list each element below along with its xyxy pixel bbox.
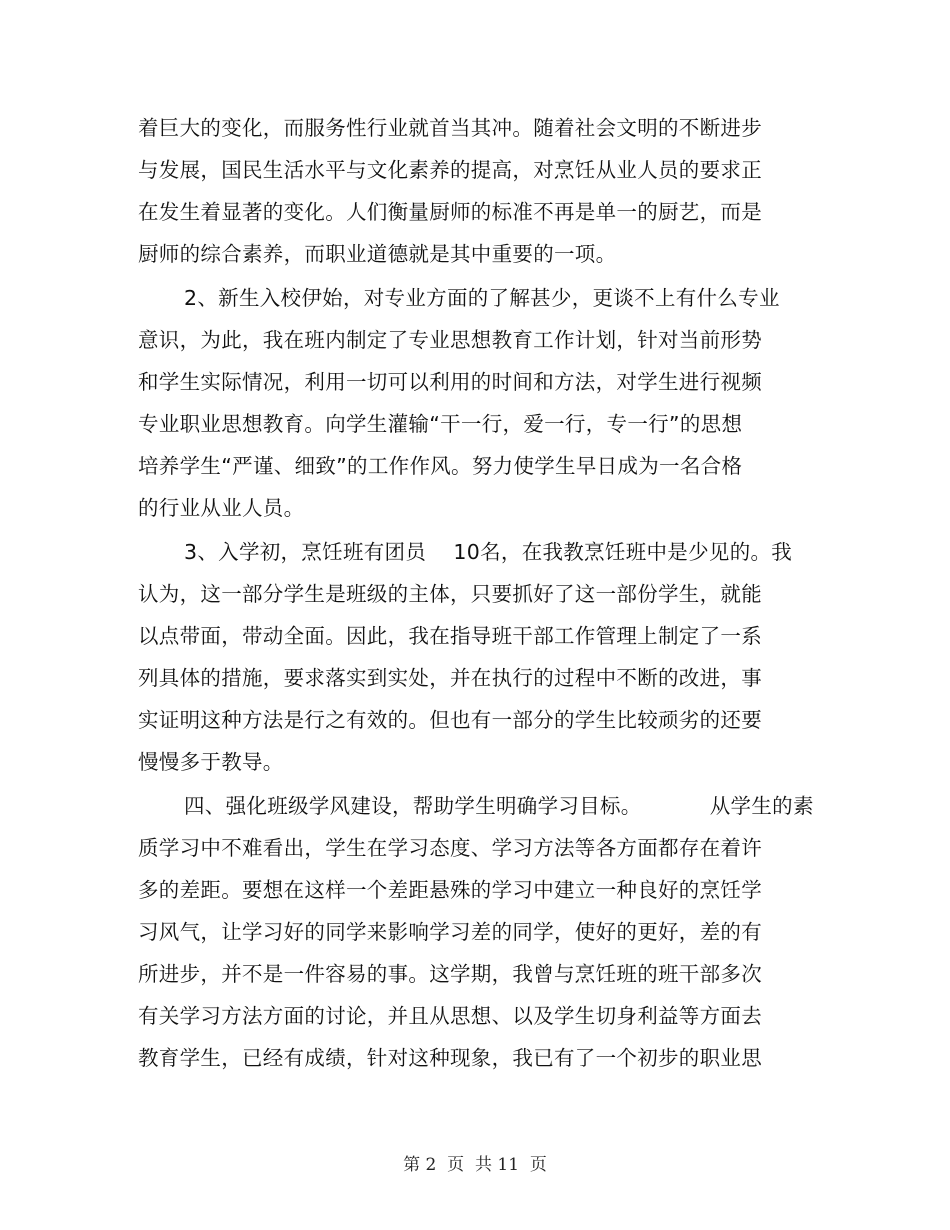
page-number-footer: 第 2 页 共 11 页 [403, 1155, 547, 1175]
text-line: 有关学习方法方面的讨论，并且从思想、以及学生切身利益等方面去 [138, 1004, 762, 1028]
text-line: 以点带面，带动全面。因此，我在指导班干部工作管理上制定了一系 [138, 624, 762, 648]
text-line: 在发生着显著的变化。人们衡量厨师的标准不再是单一的厨艺，而是 [138, 200, 762, 224]
text-line: 的行业从业人员。 [138, 496, 305, 520]
text-line: 慢慢多于教导。 [138, 750, 284, 774]
text-line: 质学习中不难看出，学生在学习态度、学习方法等各方面都存在着许 [138, 836, 762, 860]
text-line: 教育学生，已经有成绩，针对这种现象，我已有了一个初步的职业思 [138, 1046, 762, 1070]
text-line: 意识，为此，我在班内制定了专业思想教育工作计划，针对当前形势 [138, 328, 762, 352]
text-line: 实证明这种方法是行之有效的。但也有一部分的学生比较顽劣的还要 [138, 708, 762, 732]
text-line: 培养学生“严谨、细致”的工作作风。努力使学生早日成为一名合格 [138, 454, 743, 478]
text-line: 列具体的措施，要求落实到实处，并在执行的过程中不断的改进，事 [138, 666, 762, 690]
text-line: 多的差距。要想在这样一个差距悬殊的学习中建立一种良好的烹饪学 [138, 878, 762, 902]
text-line: 所进步，并不是一件容易的事。这学期，我曾与烹饪班的班干部多次 [138, 962, 762, 986]
text-line: 认为，这一部分学生是班级的主体，只要抓好了这一部份学生，就能 [138, 582, 762, 606]
text-line: 专业职业思想教育。向学生灌输“干一行，爱一行，专一行”的思想 [138, 412, 743, 436]
paragraph-first-line: 3、入学初，烹饪班有团员 10名，在我教烹饪班中是少见的。我 [184, 540, 793, 564]
text-line: 着巨大的变化，而服务性行业就首当其冲。随着社会文明的不断进步 [138, 116, 762, 140]
text-line: 和学生实际情况，利用一切可以利用的时间和方法，对学生进行视频 [138, 370, 762, 394]
paragraph-first-line: 2、新生入校伊始，对专业方面的了解甚少，更谈不上有什么专业 [184, 286, 780, 310]
text-line: 与发展，国民生活水平与文化素养的提高，对烹饪从业人员的要求正 [138, 158, 762, 182]
text-line: 习风气，让学习好的同学来影响学习差的同学，使好的更好，差的有 [138, 920, 762, 944]
text-line: 厨师的综合素养，而职业道德就是其中重要的一项。 [138, 242, 617, 266]
section-heading-line: 四、强化班级学风建设，帮助学生明确学习目标。 从学生的素 [184, 794, 814, 818]
